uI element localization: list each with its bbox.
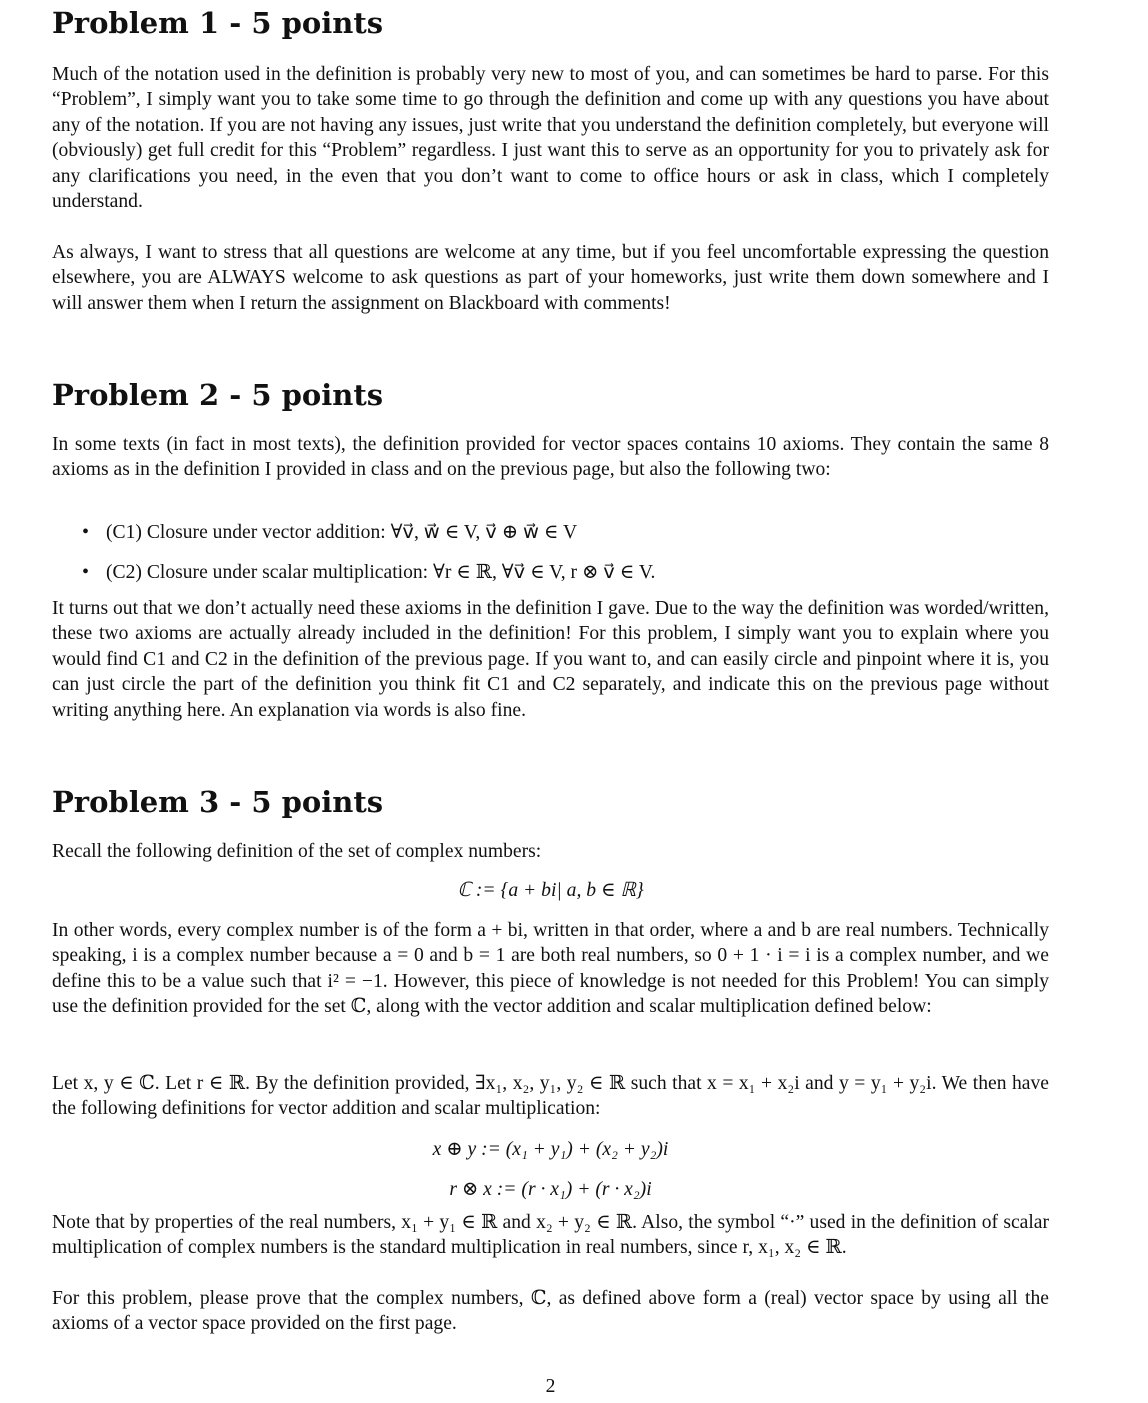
- problem-3-paragraph-2: Let x, y ∈ ℂ. Let r ∈ ℝ. By the definition provided, ∃x₁, x₂, y₁, y₂ ∈ ℝ such that x = x₁ + x₂i and y = y₁ + y₂i. We then have the following definitions for vector addition and scalar multiplication:: [52, 1073, 1049, 1120]
- axiom-c2: • (C2) Closure under scalar multiplication: ∀r ∈ ℝ, ∀v⃗ ∈ V, r ⊗ v⃗ ∈ V.: [52, 560, 1049, 600]
- problem-3-heading: Problem 3 - 5 points: [52, 785, 384, 819]
- problem-3-paragraph-4: For this problem, please prove that the complex numbers, ℂ, as defined above form a (real) vector space by using all the axioms of a vector space provided on the first page.: [52, 1288, 1049, 1335]
- problem-1-paragraph-1: Much of the notation used in the definition is probably very new to most of you, and can sometimes be hard to parse. For this “Problem”, I simply want you to take some time to go through the definition and come up with any questions you have about any of the notation. If you are not having any issues, just write that you understand the definition completely, but everyone will (obviously) get full credit for this “Problem” regardless. I just want this to serve as an opportunity for you to privately ask for any clarifications you need, in the even that you don’t want to come to office hours or ask in class, which I completely understand.: [52, 64, 1049, 213]
- axiom-list: [52, 520, 1049, 600]
- problem-1-heading: Problem 1 - 5 points: [52, 6, 384, 40]
- page-number: 2: [545, 1376, 556, 1397]
- problem-1-paragraph-2: As always, I want to stress that all questions are welcome at any time, but if you feel uncomfortable expressing the question elsewhere, you are ALWAYS welcome to ask questions as part of your homeworks, just write them down somewhere and I will answer them when I return the assignment on Blackboard with comments!: [52, 242, 1049, 314]
- problem-2-intro: In some texts (in fact in most texts), the definition provided for vector spaces contains 10 axioms. They contain the same 8 axioms as in the definition I provided in class and on the previous page, but also the following two:: [52, 434, 1049, 481]
- axiom-c1: • (C1) Closure under vector addition: ∀v⃗, w⃗ ∈ V, v⃗ ⊕ w⃗ ∈ V: [52, 520, 1049, 560]
- problem-3-paragraph-1: In other words, every complex number is of the form a + bi, written in that order, where a and b are real numbers. Technically speaking, i is a complex number because a = 0 and b = 1 are both real numbers, so 0 + 1 · i = i is a complex number, and we define this to be a value such that i² = −1. However, this piece of knowledge is not needed for this Problem! You can simply use the definition provided for the set ℂ, along with the vector addition and scalar multiplication defined below:: [52, 920, 1049, 1018]
- problem-3-paragraph-3: Note that by properties of the real numbers, x₁ + y₁ ∈ ℝ and x₂ + y₂ ∈ ℝ. Also, the symbol “·” used in the definition of scalar multiplication of complex numbers is the standard multiplication in real numbers, since r, x₁, x₂ ∈ ℝ.: [52, 1212, 1049, 1259]
- scalar-multiplication-equation: r ⊗ x := (r · x₁) + (r · x₂)i: [449, 1179, 652, 1200]
- problem-3-intro: Recall the following definition of the set of complex numbers:: [52, 841, 542, 862]
- complex-set-definition: ℂ := {a + bi| a, b ∈ ℝ}: [457, 880, 644, 901]
- problem-2-body: It turns out that we don’t actually need these axioms in the definition I gave. Due to the way the definition was worded/written, these two axioms are actually already included in the definition! For this problem, I simply want you to explain where you would find C1 and C2 in the definition of the previous page. If you want to, and can easily circle and pinpoint where it is, you can just circle the part of the definition you think fit C1 and C2 separately, and indicate this on the previous page without writing anything here. An explanation via words is also fine.: [52, 598, 1049, 721]
- problem-2-heading: Problem 2 - 5 points: [52, 378, 384, 412]
- vector-addition-equation: x ⊕ y := (x₁ + y₁) + (x₂ + y₂)i: [432, 1139, 669, 1160]
